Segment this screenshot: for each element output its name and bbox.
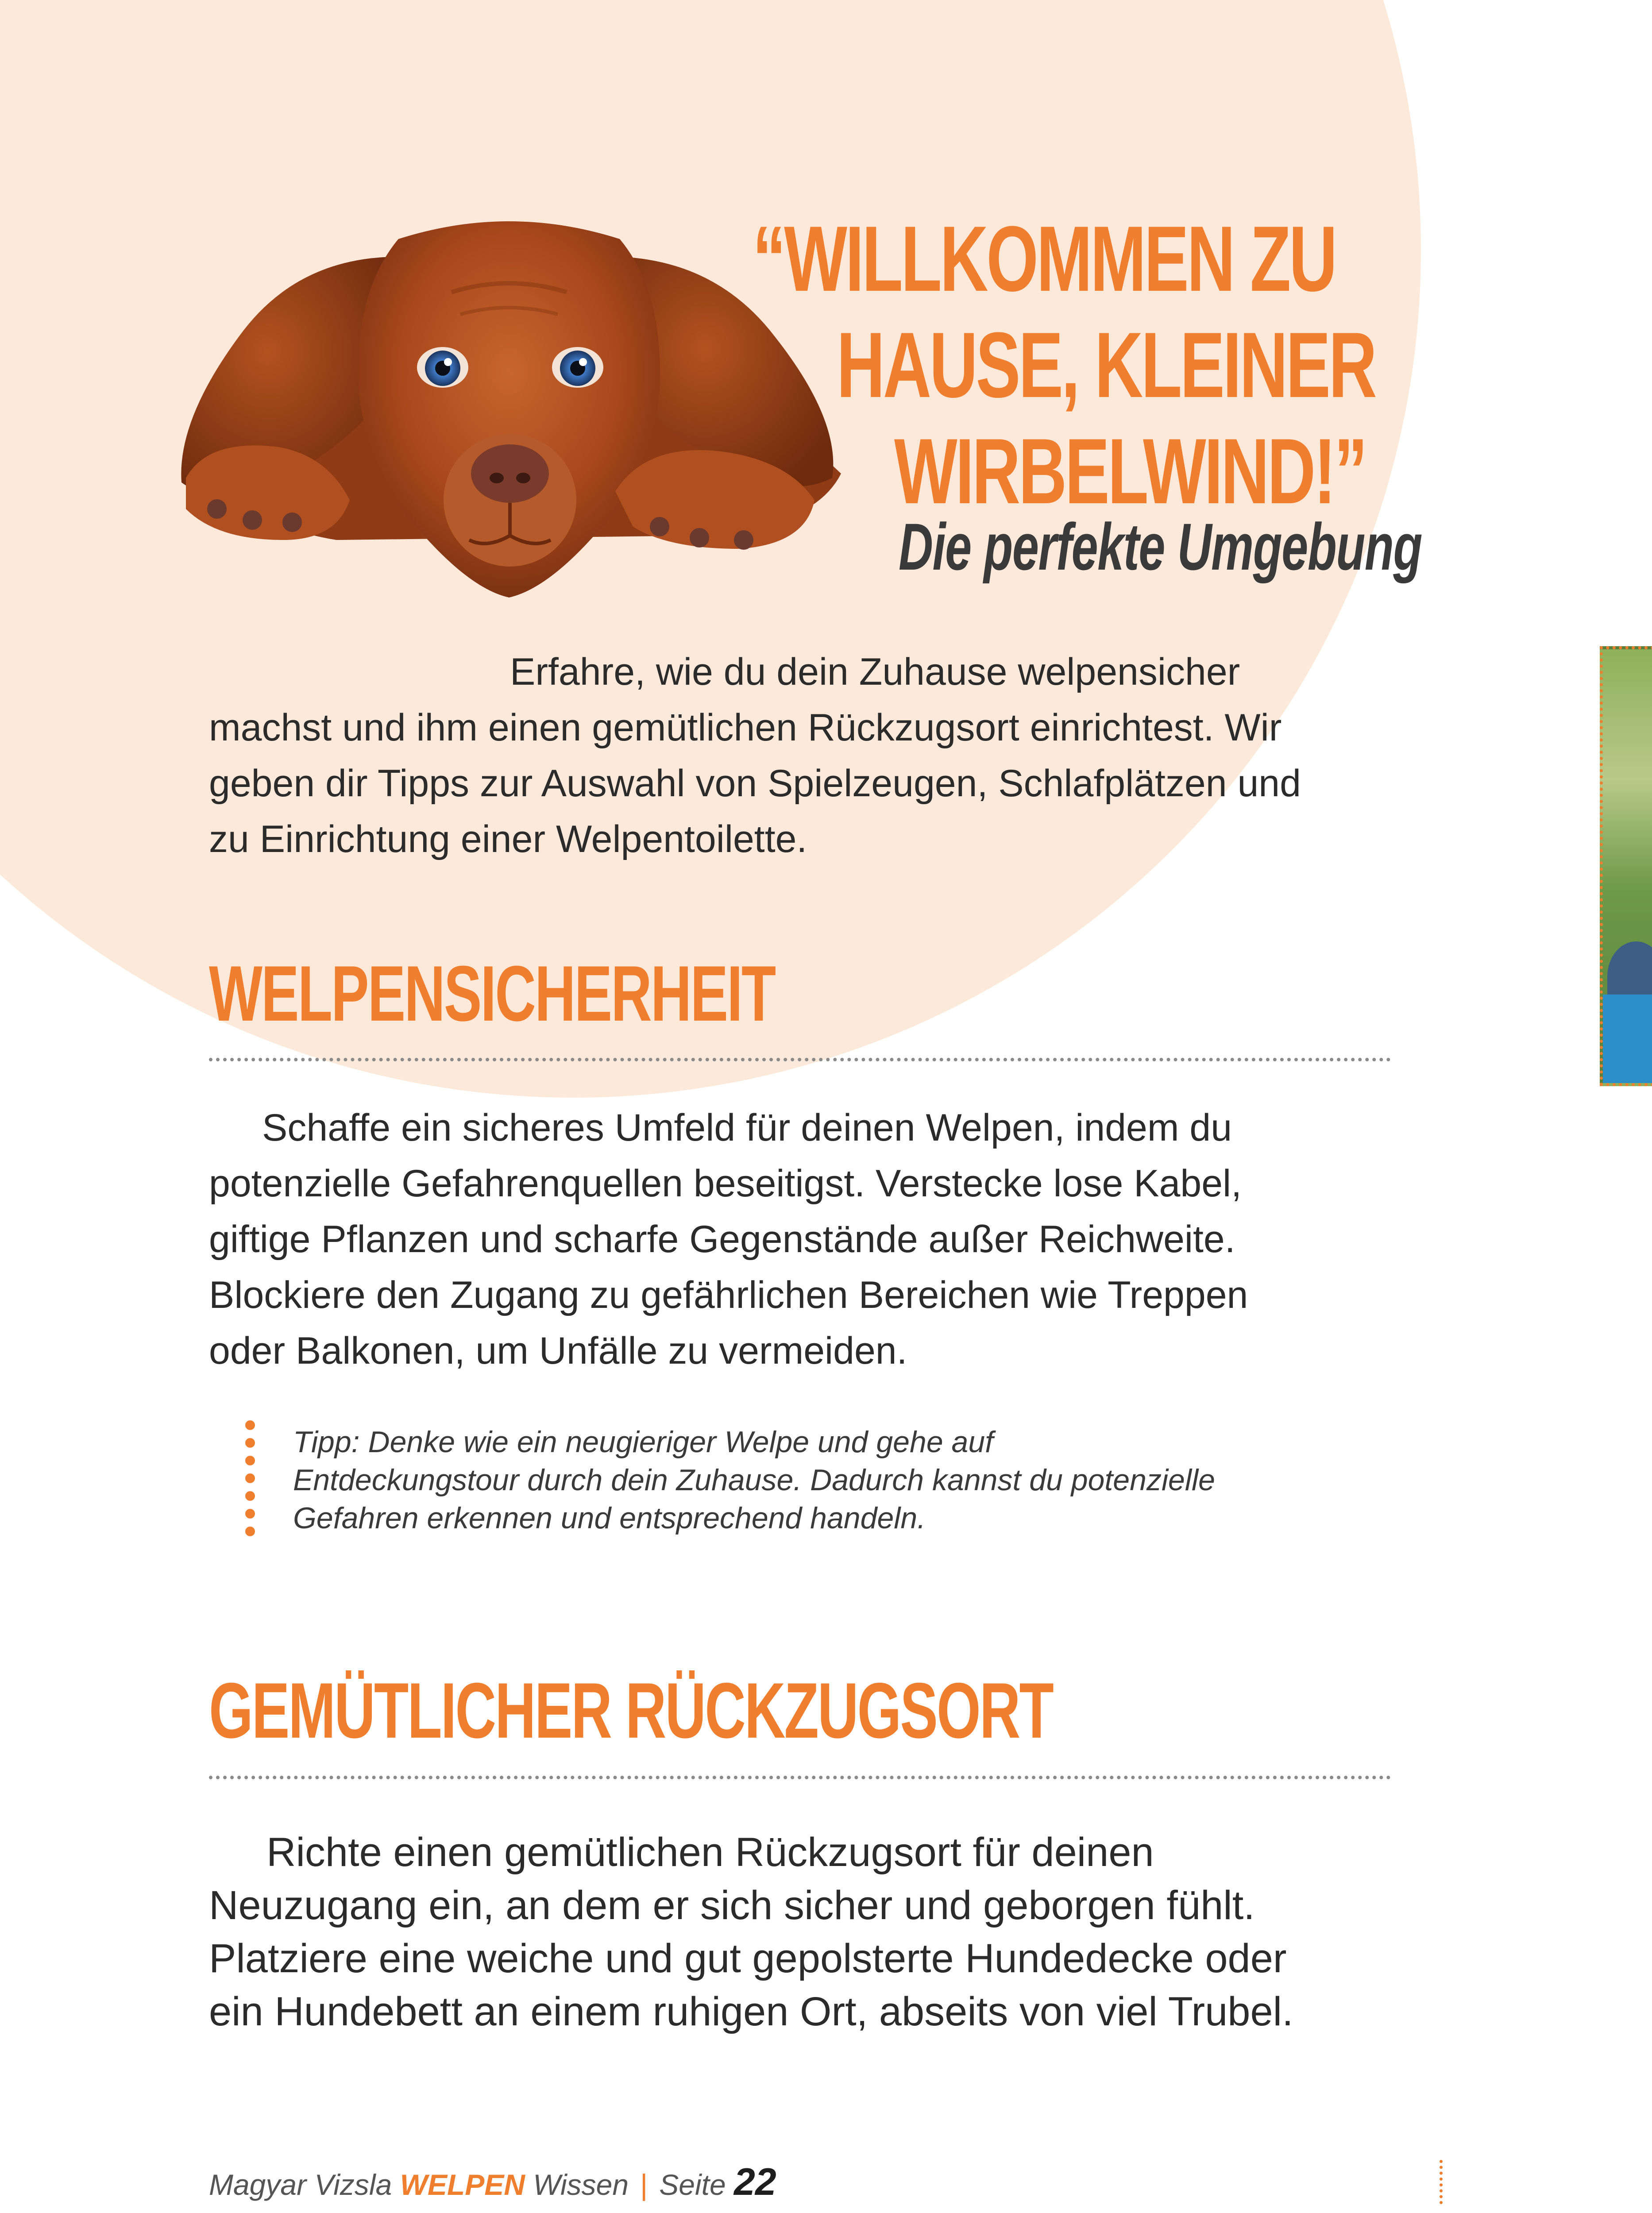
paragraph-line: Neuzugang ein, an dem er sich sicher und geborgen fühlt. [209, 1883, 1255, 1928]
section-divider [209, 1058, 1391, 1061]
intro-line: geben dir Tipps zur Auswahl von Spielzeugen, Schlafplätzen und [209, 762, 1301, 805]
intro-line: Erfahre, wie du dein Zuhause welpensicher [510, 651, 1240, 693]
section2-paragraph [209, 1826, 1404, 2038]
tip-dotted-marker [243, 1419, 257, 1542]
footer-dotted-marker [1440, 2160, 1447, 2204]
paragraph-line: Schaffe ein sicheres Umfeld für deinen Welpen, indem du [262, 1106, 1232, 1149]
intro-paragraph [209, 644, 1404, 867]
tip-line: Tipp: Denke wie ein neugieriger Welpe und gehe auf [293, 1425, 994, 1459]
paragraph-line: Richte einen gemütlichen Rückzugsort für deinen [266, 1830, 1154, 1875]
paragraph-line: Blockiere den Zugang zu gefährlichen Bereichen wie Treppen [209, 1274, 1248, 1316]
section-divider [209, 1776, 1391, 1779]
paragraph-line: ein Hundebett an einem ruhigen Ort, abseits von viel Trubel. [209, 1989, 1293, 2034]
intro-line: zu Einrichtung einer Welpentoilette. [209, 818, 807, 860]
tip-line: Gefahren erkennen und entsprechend handeln. [293, 1501, 926, 1535]
footer-brand: WELPEN [400, 2168, 525, 2201]
footer-suffix: Wissen [525, 2168, 629, 2201]
paragraph-line: potenzielle Gefahrenquellen beseitigst. Verstecke lose Kabel, [209, 1162, 1242, 1205]
footer-separator: | [640, 2168, 648, 2201]
page-subtitle: Die perfekte Umgebung [899, 509, 1422, 584]
paragraph-line: Platziere eine weiche und gut gepolsterte Hundedecke oder [209, 1936, 1287, 1981]
page-title-line-2: HAUSE, KLEINER [837, 313, 1375, 417]
section1-paragraph [209, 1100, 1404, 1379]
intro-line: machst und ihm einen gemütlichen Rückzugsort einrichtest. Wir [209, 706, 1282, 749]
tip-box [293, 1423, 1378, 1537]
side-photo-strip [1600, 646, 1652, 1086]
page-number: 22 [734, 2161, 776, 2203]
page-title-line-1: “WILLKOMMEN ZU [753, 207, 1335, 311]
page-footer [209, 2160, 776, 2207]
photo-person-shirt [1603, 995, 1652, 1083]
paragraph-line: oder Balkonen, um Unfälle zu vermeiden. [209, 1330, 907, 1372]
paragraph-line: giftige Pflanzen und scharfe Gegenstände außer Reichweite. [209, 1218, 1235, 1261]
section-heading-welpensicherheit: WELPENSICHERHEIT [209, 949, 775, 1037]
footer-prefix: Magyar Vizsla [209, 2168, 400, 2201]
page-title-line-3: WIRBELWIND!” [894, 419, 1366, 523]
tip-line: Entdeckungstour durch dein Zuhause. Dadurch kannst du potenzielle [293, 1463, 1215, 1497]
section-heading-rueckzugsort: GEMÜTLICHER RÜCKZUGSORT [209, 1666, 1053, 1754]
footer-page-label: Seite [659, 2168, 734, 2201]
